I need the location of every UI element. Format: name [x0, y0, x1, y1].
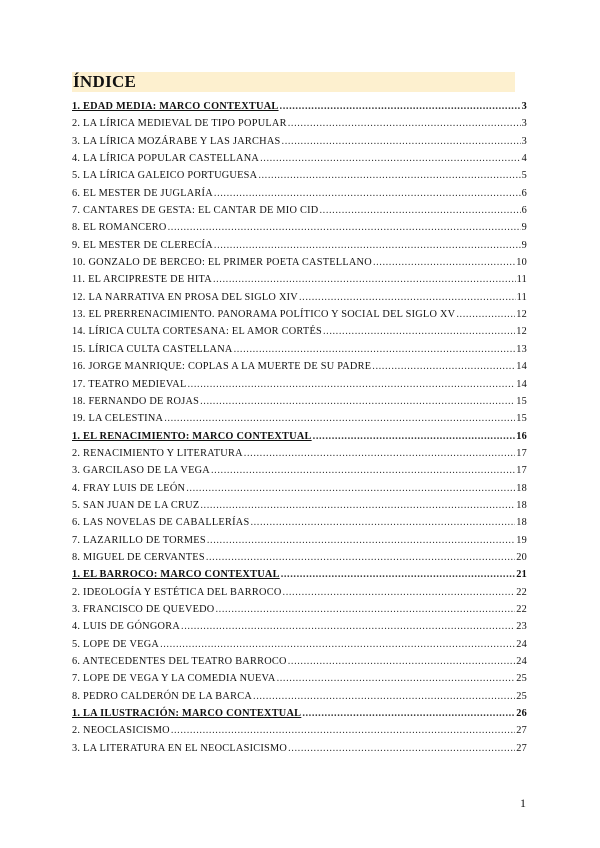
toc-entry-title: 3. GARCILASO DE LA VEGA — [72, 465, 210, 477]
toc-entry-page: 3 — [521, 118, 527, 130]
toc-entry-title: 9. EL MESTER DE CLERECÍA — [72, 239, 213, 251]
toc-entry-title: 16. JORGE MANRIQUE: COPLAS A LA MUERTE DE SU PADRE — [72, 361, 372, 373]
toc-entry-title: 3. LA LITERATURA EN EL NEOCLASICISMO — [72, 742, 288, 754]
toc-entry[interactable] — [72, 483, 527, 500]
toc-leader-dots — [214, 240, 521, 251]
toc-entry-title: 18. FERNANDO DE ROJAS — [72, 395, 200, 407]
toc-leader-dots — [215, 604, 515, 615]
toc-entry-page: 9 — [521, 222, 527, 234]
toc-entry-title: 8. PEDRO CALDERÓN DE LA BARCA — [72, 690, 253, 702]
toc-entry-title: 5. LOPE DE VEGA — [72, 638, 160, 650]
toc-entry[interactable] — [72, 118, 527, 135]
toc-entry[interactable] — [72, 517, 527, 534]
toc-entry-title: 17. TEATRO MEDIEVAL — [72, 378, 187, 390]
toc-entry[interactable] — [72, 396, 527, 413]
toc-entry-title: 19. LA CELESTINA — [72, 413, 164, 425]
toc-entry-page: 16 — [516, 430, 527, 442]
toc-entry-page: 18 — [516, 517, 527, 529]
title-highlight — [72, 72, 515, 92]
toc-section-entry[interactable] — [72, 431, 527, 448]
toc-leader-dots — [373, 257, 515, 268]
toc-entry-page: 25 — [516, 673, 527, 685]
toc-entry-page: 27 — [516, 725, 527, 737]
toc-entry-page: 18 — [516, 499, 527, 511]
toc-leader-dots — [206, 552, 515, 563]
toc-entry[interactable] — [72, 552, 527, 569]
toc-entry-title: 2. RENACIMIENTO Y LITERATURA — [72, 447, 243, 459]
toc-entry[interactable] — [72, 621, 527, 638]
toc-entry[interactable] — [72, 205, 527, 222]
toc-leader-dots — [211, 465, 515, 476]
toc-entry-page: 19 — [516, 534, 527, 546]
toc-entry[interactable] — [72, 535, 527, 552]
toc-entry-page: 17 — [516, 447, 527, 459]
toc-entry[interactable] — [72, 222, 527, 239]
toc-leader-dots — [207, 535, 515, 546]
toc-entry-title: 4. LUIS DE GÓNGORA — [72, 621, 181, 633]
toc-entry-page: 27 — [516, 742, 527, 754]
toc-leader-dots — [214, 188, 521, 199]
toc-leader-dots — [277, 673, 516, 684]
toc-entry-page: 5 — [521, 170, 527, 182]
toc-entry-title: 7. LOPE DE VEGA Y LA COMEDIA NUEVA — [72, 673, 276, 685]
toc-entry[interactable] — [72, 274, 527, 291]
toc-entry-title: 8. MIGUEL DE CERVANTES — [72, 551, 205, 563]
toc-entry-page: 14 — [516, 378, 527, 390]
toc-leader-dots — [160, 639, 515, 650]
toc-leader-dots — [164, 413, 515, 424]
toc-entry-title: 4. LA LÍRICA POPULAR CASTELLANA — [72, 153, 260, 165]
toc-entry-title: 7. CANTARES DE GESTA: EL CANTAR DE MIO CID — [72, 205, 319, 217]
toc-entry[interactable] — [72, 448, 527, 465]
toc-leader-dots — [200, 396, 515, 407]
toc-leader-dots — [299, 292, 516, 303]
toc-section-entry[interactable] — [72, 708, 527, 725]
toc-entry-title: 10. GONZALO DE BERCEO: EL PRIMER POETA CASTELLANO — [72, 257, 372, 269]
toc-leader-dots — [186, 483, 515, 494]
toc-leader-dots — [323, 326, 515, 337]
toc-entry[interactable] — [72, 292, 527, 309]
toc-leader-dots — [372, 361, 515, 372]
toc-entry-title: 14. LÍRICA CULTA CORTESANA: EL AMOR CORTÉS — [72, 326, 322, 338]
toc-entry-page: 13 — [516, 343, 527, 355]
toc-entry-title: 1. EL BARROCO: MARCO CONTEXTUAL — [72, 569, 280, 581]
toc-entry-page: 22 — [516, 586, 527, 598]
toc-entry[interactable] — [72, 361, 527, 378]
toc-leader-dots — [281, 569, 516, 580]
toc-entry-page: 24 — [516, 656, 527, 667]
toc-leader-dots — [288, 656, 515, 667]
toc-entry-page: 15 — [516, 395, 527, 407]
toc-entry-page: 9 — [521, 239, 527, 251]
toc-leader-dots — [282, 136, 521, 147]
toc-entry[interactable] — [72, 673, 527, 690]
toc-entry-page: 18 — [516, 482, 527, 494]
toc-entry-page: 6 — [521, 205, 527, 217]
toc-entry[interactable] — [72, 309, 527, 326]
toc-entry-title: 12. LA NARRATIVA EN PROSA DEL SIGLO XIV — [72, 291, 298, 303]
toc-entry-title: 5. LA LÍRICA GALEICO PORTUGUESA — [72, 170, 258, 182]
toc-entry-title: 7. LAZARILLO DE TORMES — [72, 534, 206, 546]
toc-entry-page: 12 — [516, 309, 527, 321]
toc-entry-title: 4. FRAY LUIS DE LEÓN — [72, 482, 186, 494]
toc-entry-title: 3. FRANCISCO DE QUEVEDO — [72, 603, 215, 615]
toc-entry-title: 1. EL RENACIMIENTO: MARCO CONTEXTUAL — [72, 430, 312, 442]
toc-entry-page: 3 — [521, 101, 527, 112]
toc-leader-dots — [260, 153, 520, 164]
toc-entry-page: 24 — [516, 638, 527, 650]
toc-entry[interactable] — [72, 691, 527, 708]
toc-leader-dots — [168, 222, 521, 233]
toc-entry[interactable] — [72, 639, 527, 656]
toc-entry[interactable] — [72, 344, 527, 361]
toc-entry-title: 2. IDEOLOGÍA Y ESTÉTICA DEL BARROCO — [72, 586, 282, 598]
toc-leader-dots — [288, 743, 515, 754]
toc-leader-dots — [288, 118, 521, 129]
toc-entry-page: 4 — [521, 153, 527, 165]
toc-entry[interactable] — [72, 725, 527, 742]
toc-section-entry[interactable] — [72, 569, 527, 586]
toc-entry[interactable] — [72, 604, 527, 621]
toc-leader-dots — [200, 500, 515, 511]
toc-leader-dots — [280, 101, 521, 112]
toc-leader-dots — [313, 431, 516, 442]
toc-leader-dots — [181, 621, 515, 632]
toc-entry[interactable] — [72, 743, 527, 760]
toc-entry-title: 6. LAS NOVELAS DE CABALLERÍAS — [72, 517, 250, 529]
toc-entry-title: 13. EL PRERRENACIMIENTO. PANORAMA POLÍTICO Y SOCIAL DEL SIGLO XV — [72, 309, 456, 321]
toc-entry-page: 12 — [516, 326, 527, 338]
toc-entry[interactable] — [72, 413, 527, 430]
toc-entry[interactable] — [72, 153, 527, 170]
toc-entry-page: 15 — [516, 413, 527, 425]
toc-entry[interactable] — [72, 500, 527, 517]
toc-leader-dots — [188, 379, 516, 390]
toc-entry-title: 11. EL ARCIPRESTE DE HITA — [72, 274, 212, 286]
toc-entry-title: 3. LA LÍRICA MOZÁRABE Y LAS JARCHAS — [72, 135, 281, 147]
toc-entry-page: 20 — [516, 551, 527, 563]
toc-entry-page: 11 — [516, 291, 527, 303]
toc-leader-dots — [456, 309, 515, 320]
toc-leader-dots — [253, 691, 515, 702]
toc-entry-title: 5. SAN JUAN DE LA CRUZ — [72, 499, 200, 511]
toc-leader-dots — [302, 708, 515, 719]
page-title: ÍNDICE — [73, 72, 137, 91]
toc-entry[interactable] — [72, 136, 527, 153]
toc-entry[interactable] — [72, 379, 527, 396]
toc-leader-dots — [319, 205, 520, 216]
toc-entry-title: 1. LA ILUSTRACIÓN: MARCO CONTEXTUAL — [72, 708, 302, 720]
toc-leader-dots — [234, 344, 516, 355]
toc-entry-title: 6. EL MESTER DE JUGLARÍA — [72, 187, 213, 199]
toc-entry[interactable] — [72, 656, 527, 673]
toc-entry[interactable] — [72, 240, 527, 257]
toc-entry-page: 6 — [521, 187, 527, 199]
toc-entry-title: 1. EDAD MEDIA: MARCO CONTEXTUAL — [72, 101, 279, 112]
toc-entry[interactable] — [72, 326, 527, 343]
toc-entry[interactable] — [72, 257, 527, 274]
toc-leader-dots — [283, 587, 516, 598]
toc-entry-page: 14 — [516, 361, 527, 373]
toc-entry-page: 17 — [516, 465, 527, 477]
table-of-contents — [72, 101, 527, 760]
toc-entry[interactable] — [72, 170, 527, 187]
toc-leader-dots — [250, 517, 515, 528]
toc-entry-page: 25 — [516, 690, 527, 702]
toc-entry-page: 10 — [516, 257, 527, 269]
toc-entry[interactable] — [72, 587, 527, 604]
toc-entry-title: 2. LA LÍRICA MEDIEVAL DE TIPO POPULAR — [72, 118, 287, 130]
toc-entry-page: 21 — [516, 569, 527, 581]
toc-entry-page: 23 — [516, 621, 527, 633]
toc-entry[interactable] — [72, 188, 527, 205]
toc-entry-page: 22 — [516, 603, 527, 615]
toc-entry-title: 2. NEOCLASICISMO — [72, 725, 170, 737]
toc-entry-title: 15. LÍRICA CULTA CASTELLANA — [72, 343, 233, 355]
toc-entry-title: 8. EL ROMANCERO — [72, 222, 167, 234]
toc-entry-title: 6. ANTECEDENTES DEL TEATRO BARROCO — [72, 656, 287, 667]
toc-leader-dots — [213, 274, 516, 285]
toc-leader-dots — [258, 170, 520, 181]
toc-entry-page: 11 — [516, 274, 527, 286]
toc-section-entry[interactable] — [72, 101, 527, 118]
toc-entry[interactable] — [72, 465, 527, 482]
page-number: 1 — [520, 796, 526, 810]
toc-leader-dots — [244, 448, 515, 459]
toc-entry-page: 26 — [516, 708, 527, 720]
toc-leader-dots — [171, 725, 515, 736]
toc-entry-page: 3 — [521, 135, 527, 147]
